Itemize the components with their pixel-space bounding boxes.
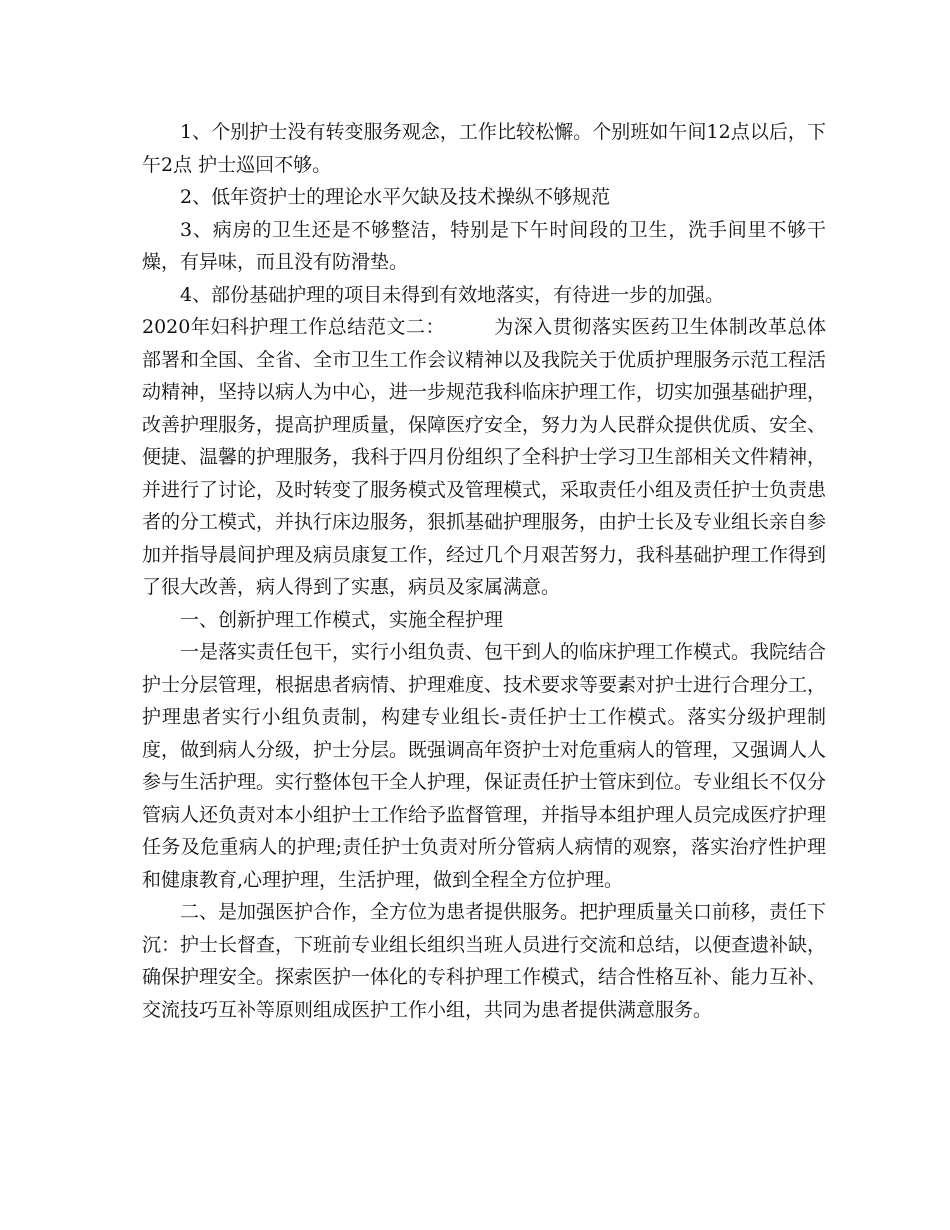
body-paragraph-1: 一是落实责任包干，实行小组负责、包干到人的临床护理工作模式。我院结合护士分层管理，根据患者病情、护理难度、技术要求等要素对护士进行合理分工，护理患者实行小组负责制，构建专业组长-责任护士工作模式。落实分级护理制度，做到病人分级，护士分层。既强调高年资护士对危重病人的管理，又强调人人参与生活护理。实行整体包干全人护理，保证责任护士管床到位。专业组长不仅分管病人还负责对本小组护士工作给予监督管理，并指导本组护理人员完成医疗护理任务及危重病人的护理;责任护士负责对所分管病人病情的观察，落实治疗性护理和健康教育,心理护理，生活护理，做到全程全方位护理。 [142, 641, 827, 891]
problem-item-4: 4、部份基础护理的项目未得到有效地落实，有待进一步的加强。 [180, 283, 725, 306]
section-heading-1: 一、创新护理工作模式，实施全程护理 [180, 608, 504, 631]
summary-intro-paragraph: 2020年妇科护理工作总结范文二： 为深入贯彻落实医药卫生体制改革总体部署和全国、全省、全市卫生工作会议精神以及我院关于优质护理服务示范工程活动精神，坚持以病人为中心，进一步规范我科临床护理工作，切实加强基础护理，改善护理服务，提高护理质量，保障医疗安全，努力为人民群众提供优质、安全、便捷、温馨的护理服务，我科于四月份组织了全科护士学习卫生部相关文件精神，并进行了讨论，及时转变了服务模式及管理模式，采取责任小组及责任护士负责患者的分工模式，并执行床边服务，狠抓基础护理服务，由护士长及专业组长亲自参加并指导晨间护理及病员康复工作，经过几个月艰苦努力，我科基础护理工作得到了很大改善，病人得到了实惠，病员及家属满意。 [142, 316, 827, 598]
document-body [142, 116, 826, 1026]
problem-item-2: 2、低年资护士的理论水平欠缺及技术操纵不够规范 [180, 186, 611, 208]
problem-item-1: 1、个别护士没有转变服务观念，工作比较松懈。个别班如午间12点以后，下午2点 护士巡回不够。 [142, 121, 826, 176]
problem-item-3: 3、病房的卫生还是不够整洁，特别是下午时间段的卫生，洗手间里不够干燥，有异味，而且没有防滑垫。 [142, 218, 826, 273]
body-paragraph-2: 二、是加强医护合作，全方位为患者提供服务。把护理质量关口前移，责任下沉：护士长督查，下班前专业组长组织当班人员进行交流和总结，以便查遗补缺，确保护理安全。探索医护一体化的专科护理工作模式，结合性格互补、能力互补、交流技巧互补等原则组成医护工作小组，共同为患者提供满意服务。 [142, 901, 827, 1021]
